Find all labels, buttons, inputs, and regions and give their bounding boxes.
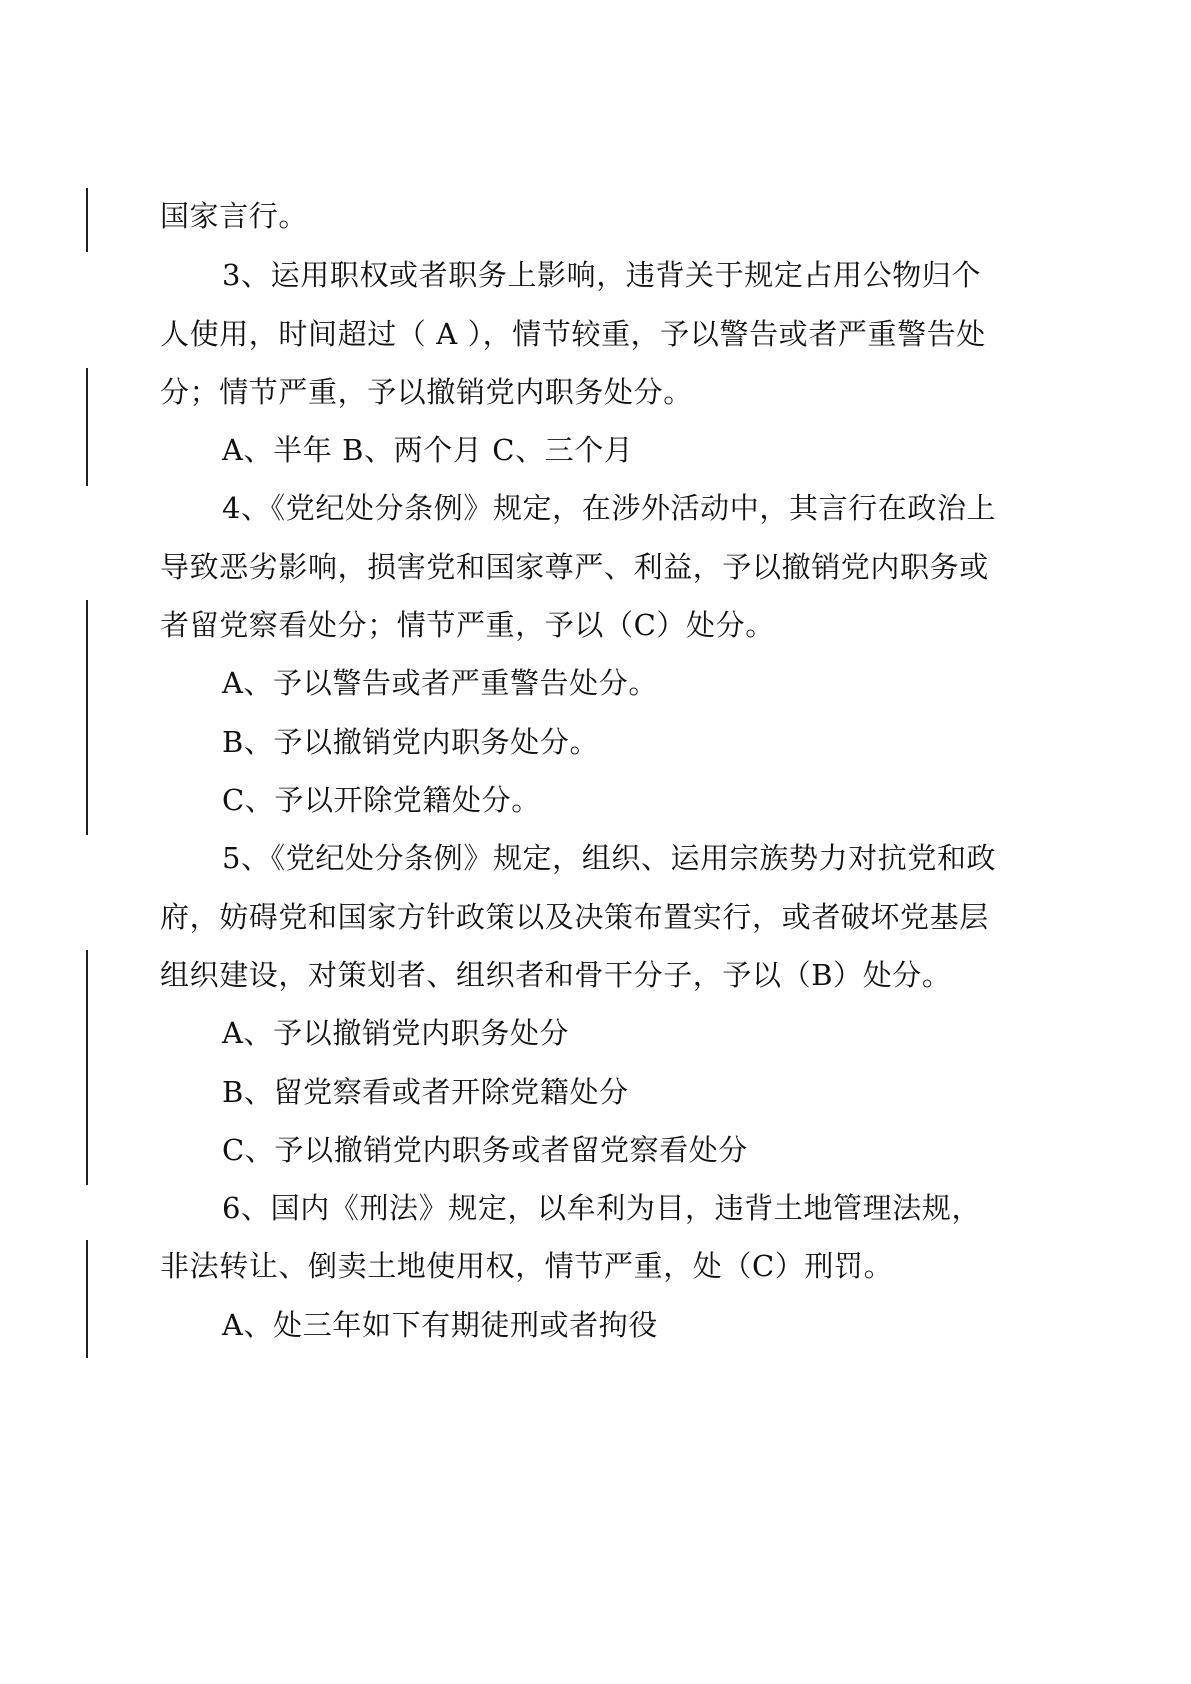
question-5-option-a: A、予以撤销党内职务处分 [222, 1016, 570, 1050]
question-6-line: 非法转让、倒卖土地使用权，情节严重，处（C）刑罚。 [160, 1249, 894, 1283]
question-4-line: 4、《党纪处分条例》规定，在涉外活动中，其言行在政治上 [222, 491, 997, 525]
question-3-line: 人使用，时间超过（ A ），情节较重，予以警告或者严重警告处 [160, 317, 986, 351]
text-line: 国家言行。 [160, 199, 309, 233]
revision-bar [86, 600, 88, 835]
question-5-line: 5、《党纪处分条例》规定，组织、运用宗族势力对抗党和政 [222, 841, 997, 875]
question-5-line: 组织建设，对策划者、组织者和骨干分子，予以（B）处分。 [160, 958, 952, 992]
question-3-options: A、半年 B、两个月 C、三个月 [222, 433, 634, 467]
question-3-line: 3、运用职权或者职务上影响，违背关于规定占用公物归个 [222, 258, 982, 292]
question-4-option-a: A、予以警告或者严重警告处分。 [222, 666, 658, 700]
question-5-line: 府，妨碍党和国家方针政策以及决策布置实行，或者破坏党基层 [160, 900, 989, 934]
question-3-line: 分；情节严重，予以撤销党内职务处分。 [160, 375, 693, 409]
revision-bar [86, 368, 88, 486]
revision-bar [86, 950, 88, 1185]
revision-bar [86, 1240, 88, 1358]
question-6-line: 6、国内《刑法》规定，以牟利为目，违背土地管理法规， [222, 1191, 982, 1225]
question-4-option-b: B、予以撤销党内职务处分。 [222, 725, 600, 759]
revision-bar [86, 188, 88, 252]
question-4-option-c: C、予以开除党籍处分。 [222, 783, 541, 817]
question-4-line: 者留党察看处分；情节严重，予以（C）处分。 [160, 608, 775, 642]
question-5-option-c: C、予以撤销党内职务或者留党察看处分 [222, 1133, 748, 1167]
question-4-line: 导致恶劣影响，损害党和国家尊严、利益，予以撤销党内职务或 [160, 550, 989, 584]
question-5-option-b: B、留党察看或者开除党籍处分 [222, 1075, 629, 1109]
question-6-option-a: A、处三年如下有期徒刑或者拘役 [222, 1308, 658, 1342]
